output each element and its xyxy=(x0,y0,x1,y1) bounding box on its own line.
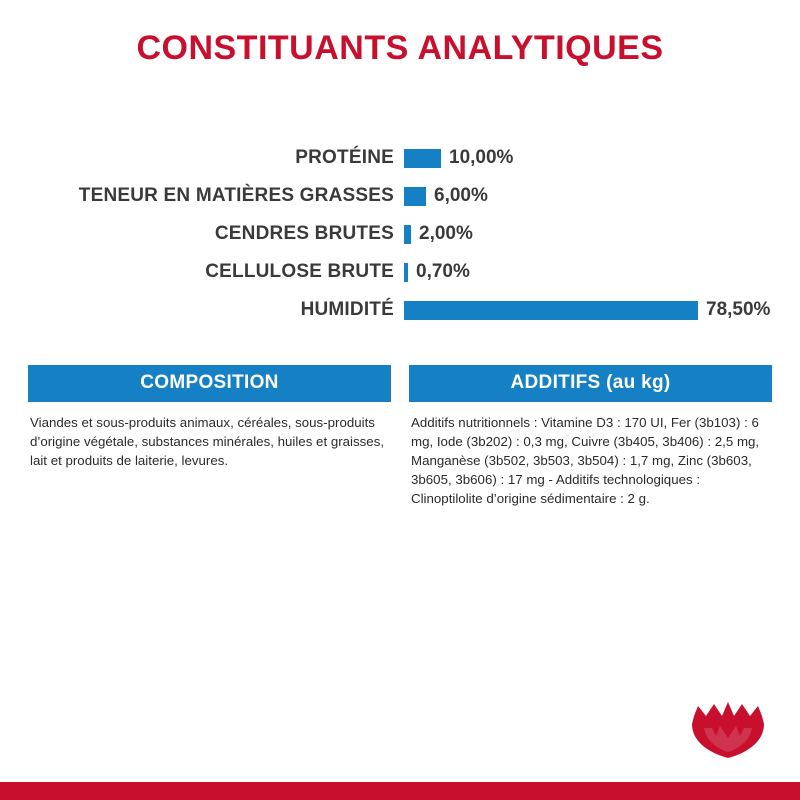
bar-label: CENDRES BRUTES xyxy=(214,223,394,245)
bar-label: PROTÉINE xyxy=(295,147,394,169)
composition-panel-header: COMPOSITION xyxy=(28,365,391,402)
composition-panel xyxy=(28,365,391,508)
bar-value: 10,00% xyxy=(449,147,514,169)
chart-row xyxy=(22,177,778,215)
royal-canin-crown-logo xyxy=(684,702,772,764)
bar-track xyxy=(404,147,778,169)
bar-label: CELLULOSE BRUTE xyxy=(205,261,394,283)
bar-fill xyxy=(404,301,698,320)
chart-row xyxy=(22,291,778,329)
composition-panel-body: Viandes et sous-produits animaux, céréales, sous-produits d’origine végétale, substances minérales, huiles et graisses, lait et produits de laiterie, levures. xyxy=(30,415,385,469)
chart-row xyxy=(22,215,778,253)
info-panels xyxy=(0,365,800,508)
footer-bar xyxy=(0,782,800,800)
bar-track xyxy=(404,185,778,207)
additives-panel-body: Additifs nutritionnels : Vitamine D3 : 170 UI, Fer (3b103) : 6 mg, Iode (3b202) : 0,3 mg, Cuivre (3b405, 3b406) : 2,5 mg, Manganèse (3b502, 3b503, 3b504) : 1,7 mg, Zinc (3b603, 3b605, 3b606) : 17 mg - Additifs technologiques : Clinoptilolite d’origine sédimentaire : 2 g. xyxy=(411,415,760,506)
bar-track xyxy=(404,261,778,283)
chart-row xyxy=(22,139,778,177)
additives-panel-header: ADDITIFS (au kg) xyxy=(409,365,772,402)
bar-track xyxy=(404,299,778,321)
bar-value: 6,00% xyxy=(434,185,488,207)
analytical-constituents-chart xyxy=(0,139,800,329)
bar-fill xyxy=(404,263,408,282)
bar-value: 0,70% xyxy=(416,261,470,283)
page-title: CONSTITUANTS ANALYTIQUES xyxy=(136,29,664,67)
bar-fill xyxy=(404,225,411,244)
bar-fill xyxy=(404,149,441,168)
bar-value: 2,00% xyxy=(419,223,473,245)
additives-panel xyxy=(409,365,772,508)
bar-track xyxy=(404,223,778,245)
bar-label: TENEUR EN MATIÈRES GRASSES xyxy=(78,185,394,207)
bar-fill xyxy=(404,187,426,206)
bar-label: HUMIDITÉ xyxy=(300,299,394,321)
bar-value: 78,50% xyxy=(706,299,771,321)
chart-row xyxy=(22,253,778,291)
